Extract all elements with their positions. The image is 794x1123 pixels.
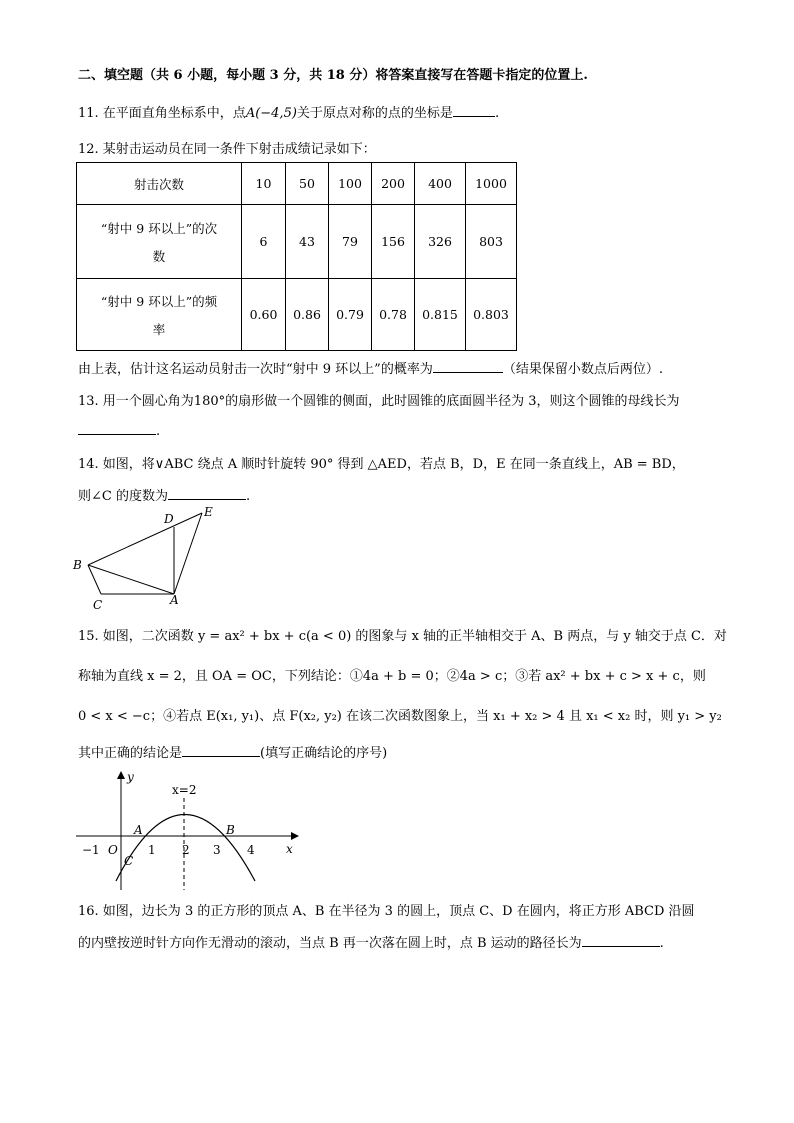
row-label-line: 数: [152, 248, 166, 264]
q14-line1: 14. 如图，将∨ABC 绕点 A 顺时针旋转 90° 得到 △AED，若点 B，D，E 在同一条直线上，AB = BD，: [78, 457, 685, 472]
point-b-label: B: [226, 823, 235, 837]
table-header-cell: 400: [415, 163, 466, 205]
table-header-cell: 200: [372, 163, 415, 205]
table-header-cell: 射击次数: [77, 163, 242, 205]
y-axis-label: y: [127, 770, 134, 784]
row-label-line: “射中 9 环以上”的次: [100, 220, 218, 236]
label-e: E: [204, 505, 213, 519]
table-header-cell: 1000: [466, 163, 517, 205]
table-row: [77, 205, 517, 279]
q16-end: .: [659, 936, 664, 951]
q11-point: A(−4,5): [245, 106, 297, 121]
q13-end: .: [156, 424, 161, 439]
segment-bc: [88, 565, 101, 594]
q14-triangle-figure: [70, 502, 230, 614]
table-cell: 79: [329, 205, 372, 279]
table-header-cell: 10: [242, 163, 286, 205]
q15-line4-end: (填写正确结论的序号): [260, 746, 388, 761]
tick-label-neg1: −1: [82, 843, 100, 857]
q14-line2-text: 则∠C 的度数为: [78, 489, 168, 504]
q13-line1: 13. 用一个圆心角为180°的扇形做一个圆锥的侧面，此时圆锥的底面圆半径为 3，则这个圆锥的母线长为: [78, 394, 680, 409]
table-row: [77, 163, 517, 205]
label-a: A: [170, 593, 179, 607]
tick-label-3: 3: [213, 843, 221, 857]
q14-answer-blank[interactable]: [168, 487, 246, 500]
q12-intro: 12. 某射击运动员在同一条件下射击成绩记录如下：: [78, 142, 376, 157]
shooting-record-table: [76, 162, 517, 351]
table-cell: 0.815: [415, 279, 466, 351]
table-row: [77, 279, 517, 351]
q15-answer-blank[interactable]: [182, 744, 260, 757]
q15-parabola-graph: [74, 768, 302, 894]
x-axis-label: x: [286, 842, 293, 856]
q13-line2: [78, 422, 160, 439]
q11-suffix: 关于原点对称的点的坐标是: [296, 106, 453, 121]
q12-conclusion: [78, 358, 663, 377]
q12-answer-blank[interactable]: [433, 360, 503, 373]
label-c: C: [93, 598, 103, 612]
tick-label-2: 2: [182, 843, 190, 857]
q15-line4: [78, 742, 387, 761]
table-cell: 6: [242, 205, 286, 279]
row-label-line: “射中 9 环以上”的频: [100, 293, 218, 309]
table-cell: 0.60: [242, 279, 286, 351]
question-11: [78, 102, 499, 121]
origin-label: O: [108, 843, 118, 857]
table-cell: 43: [286, 205, 329, 279]
section-heading: 二、填空题（共 6 小题，每小题 3 分，共 18 分）将答案直接写在答题卡指定的位置上.: [78, 68, 588, 83]
point-a-label: A: [134, 823, 143, 837]
table-header-cell: 100: [329, 163, 372, 205]
table-cell: 156: [372, 205, 415, 279]
point-c-label: C: [124, 854, 134, 868]
tick-label-4: 4: [247, 843, 255, 857]
table-cell: 326: [415, 205, 466, 279]
q14-end: .: [245, 489, 251, 504]
q12-conclusion-text: 由上表，估计这名运动员射击一次时“射中 9 环以上”的概率为: [78, 362, 433, 377]
label-d: D: [164, 512, 174, 526]
q16-line1: 16. 如图，边长为 3 的正方形的顶点 A、B 在半径为 3 的圆上，顶点 C、D 在圆内，将正方形 ABCD 沿圆: [78, 904, 695, 919]
row-label-frequency: [77, 279, 242, 351]
tick-label-1: 1: [148, 843, 156, 857]
table-cell: 0.79: [329, 279, 372, 351]
q12-note: （结果保留小数点后两位）.: [502, 362, 663, 377]
q16-answer-blank[interactable]: [582, 934, 660, 947]
symmetry-axis-label: x=2: [172, 783, 197, 797]
q11-answer-blank[interactable]: [453, 104, 495, 117]
segment-be: [88, 513, 202, 565]
q16-line2: [78, 932, 664, 951]
q15-line3: 0 < x < −c；④若点 E(x₁, y₁)、点 F(x₂, y₂) 在该二次函数图象上，当 x₁ + x₂ > 4 且 x₁ < x₂ 时，则 y₁ > y₂: [78, 709, 722, 724]
segment-ab: [88, 565, 174, 594]
table-cell: 0.86: [286, 279, 329, 351]
table-cell: 803: [466, 205, 517, 279]
q16-line2-text: 的内壁按逆时针方向作无滑动的滚动，当点 B 再一次落在圆上时，点 B 运动的路径长为: [78, 936, 582, 951]
segment-ea: [174, 513, 202, 594]
q11-end: .: [494, 106, 500, 121]
table-cell: 0.803: [466, 279, 517, 351]
row-label-hits: [77, 205, 242, 279]
label-b: B: [73, 558, 82, 572]
row-label-line: 率: [152, 321, 166, 337]
table-header-cell: 50: [286, 163, 329, 205]
q15-line4-text: 其中正确的结论是: [78, 746, 183, 761]
table-cell: 0.78: [372, 279, 415, 351]
q13-answer-blank[interactable]: [78, 422, 156, 435]
q15-line2: 称轴为直线 x = 2，且 OA = OC，下列结论：①4a + b = 0；②4a > c；③若 ax² + bx + c > x + c，则: [78, 669, 706, 684]
q15-line1: 15. 如图，二次函数 y = ax² + bx + c(a < 0) 的图象与 x 轴的正半轴相交于 A、B 两点，与 y 轴交于点 C．对: [78, 629, 727, 644]
q11-prefix: 11. 在平面直角坐标系中，点: [78, 106, 246, 121]
